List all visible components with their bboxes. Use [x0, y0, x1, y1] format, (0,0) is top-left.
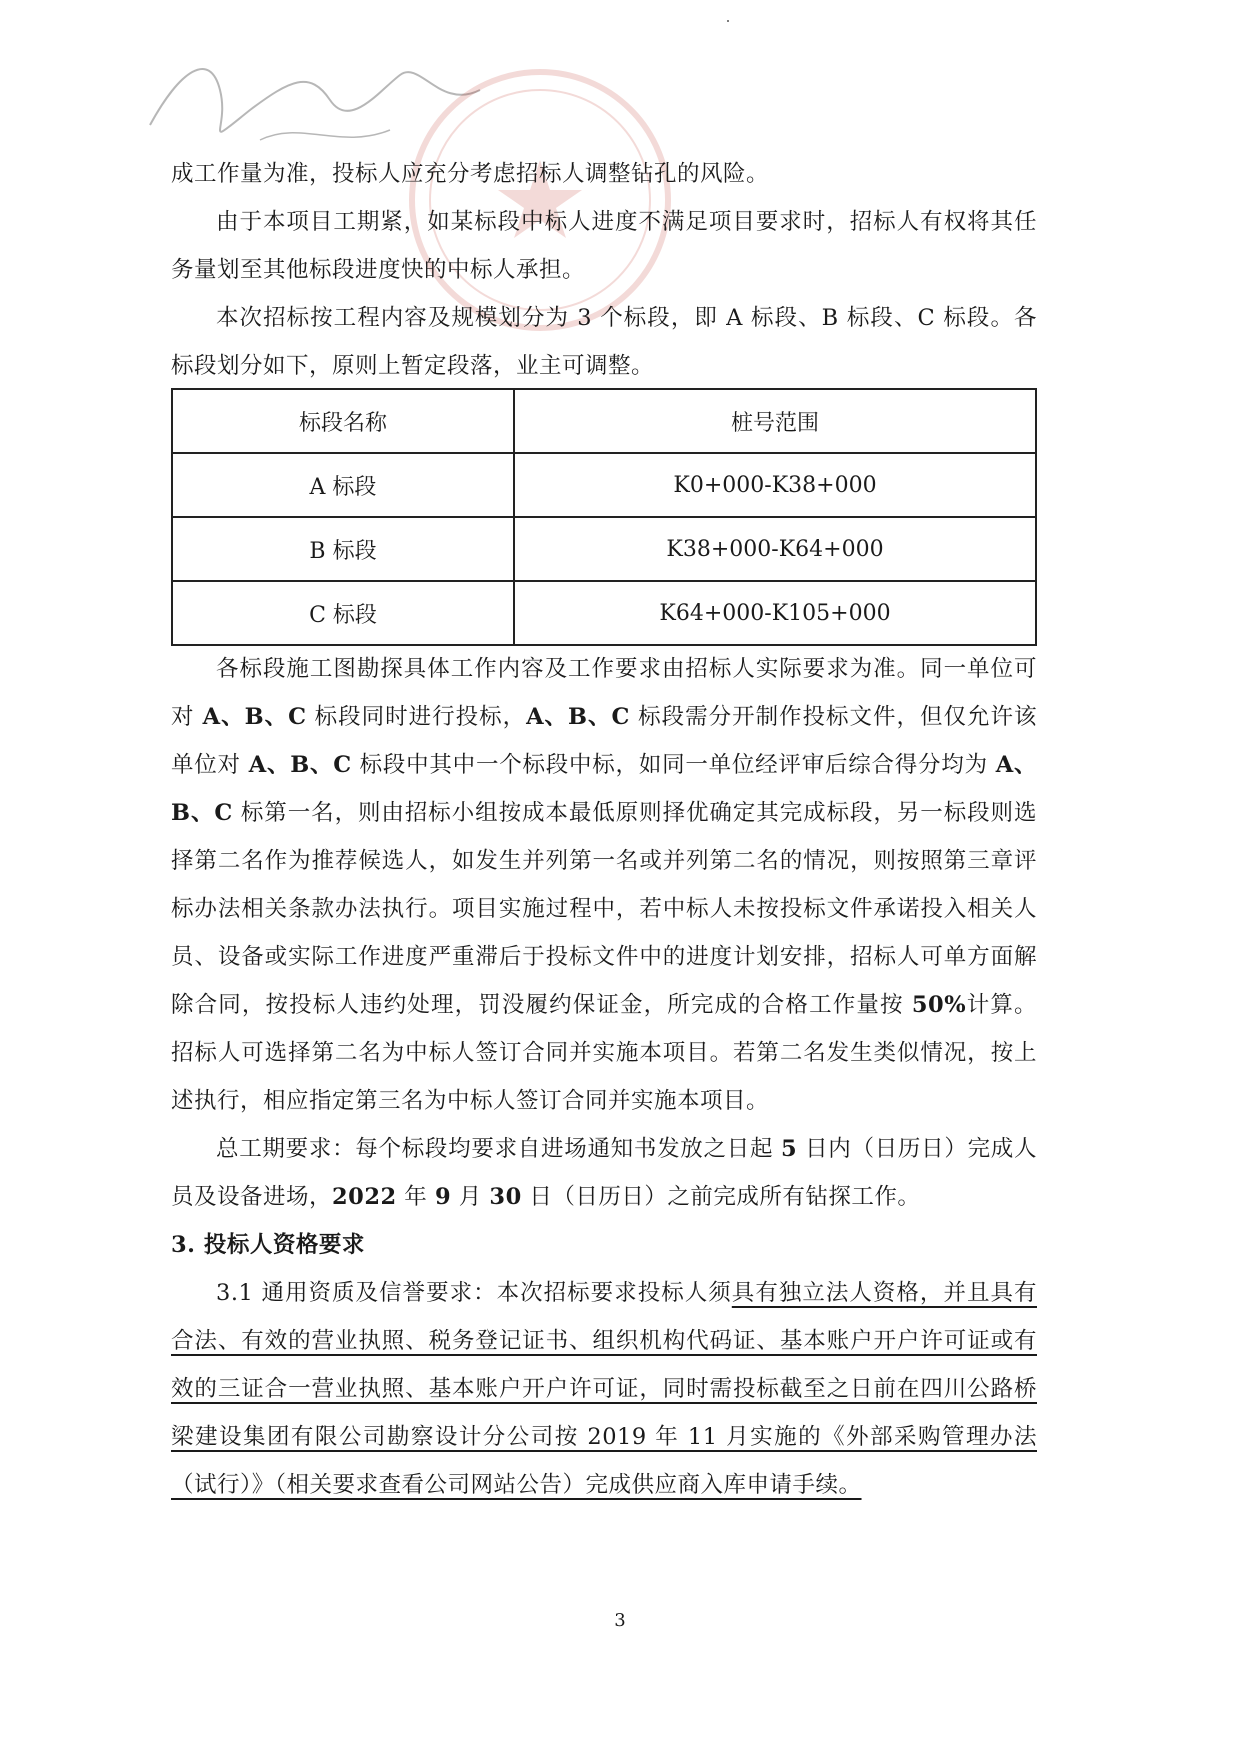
- bold-text: 2022: [332, 1184, 397, 1210]
- segment-name-cell: B 标段: [172, 517, 514, 581]
- text-run: 标第一名，则由招标小组按成本最低原则择优确定其完成标段，另一标段则选择第二名作为推荐候选人，如发生并列第一名或并列第二名的情况，则按照第三章评标办法相关条款办法执行。项目实施过程中，若中标人未按投标文件承诺投入相关人员、设备或实际工作进度严重滞后于投标文件中的进度计划安排，招标人可单方面解除合同，按投标人违约处理，罚没履约保证金，所完成的合格工作量按: [171, 800, 1037, 1018]
- underlined-text: 具有独立法人资格，并且具有合法、有效的营业执照、税务登记证书、组织机构代码证、基本账户开户许可证或有效的三证合一营业执照、基本账户开户许可证，同时需投标截至之日前在四川公路桥梁建设集团有限公司勘察设计分公司按 2019 年 11 月实施的《外部采购管理办法（试行）》（相关要求查看公司网站公告）完成供应商入库申请手续。: [171, 1280, 1037, 1498]
- paragraph-2: 由于本项目工期紧，如某标段中标人进度不满足项目要求时，招标人有权将其任务量划至其他标段进度快的中标人承担。: [171, 209, 1037, 283]
- text-run: 日内（日历日）完成人员及设备进场，: [171, 1136, 1038, 1210]
- bold-text: A、B、C: [171, 752, 1037, 826]
- page-number: 3: [614, 1610, 626, 1631]
- column-header-range: 桩号范围: [514, 389, 1036, 453]
- text-run: 总工期要求：每个标段均要求自进场通知书发放之日起: [216, 1136, 782, 1162]
- text-run: 各标段施工图勘探具体工作内容及工作要求由招标人实际要求为准。同一单位可对: [171, 656, 1037, 730]
- bold-text: 5: [781, 1136, 798, 1162]
- paragraph-3: 本次招标按工程内容及规模划分为 3 个标段，即 A 标段、B 标段、C 标段。各标段划分如下，原则上暂定段落，业主可调整。: [171, 305, 1037, 379]
- text-run: 标段同时进行投标，: [306, 704, 527, 730]
- stake-range-cell: K64+000-K105+000: [514, 581, 1036, 645]
- column-header-segment: 标段名称: [172, 389, 514, 453]
- table-row: [172, 517, 1036, 581]
- text-run: 标段中其中一个标段中标，如同一单位经评审后综合得分均为: [351, 752, 996, 778]
- scan-speck: [727, 20, 729, 22]
- paragraph-5: [171, 1125, 1037, 1221]
- text-run: 月: [451, 1184, 490, 1210]
- text-run: 3.1 通用资质及信誉要求：本次招标要求投标人须: [216, 1280, 732, 1306]
- bold-text: 9: [434, 1184, 452, 1210]
- text-run: 计算。招标人可选择第二名为中标人签订合同并实施本项目。若第二名发生类似情况，按上述执行，相应指定第三名为中标人签订合同并实施本项目。: [171, 992, 1037, 1114]
- bold-text: 50%: [911, 992, 967, 1018]
- paragraph-1: 成工作量为准，投标人应充分考虑招标人调整钻孔的风险。: [171, 161, 770, 187]
- table-row: [172, 453, 1036, 517]
- bold-text: A、B、C: [526, 704, 630, 730]
- text-run: 日（日历日）之前完成所有钻探工作。: [521, 1184, 921, 1210]
- bold-text: 30: [489, 1184, 522, 1210]
- segment-name-cell: C 标段: [172, 581, 514, 645]
- text-run: 标段需分开制作投标文件，但仅允许该单位对: [171, 704, 1037, 778]
- table-row: [172, 581, 1036, 645]
- text-run: 年: [396, 1184, 435, 1210]
- section-heading: 3. 投标人资格要求: [171, 1232, 365, 1258]
- paragraph-6: [171, 1269, 1037, 1509]
- bold-text: A、B、C: [248, 752, 352, 778]
- stake-range-cell: K38+000-K64+000: [514, 517, 1036, 581]
- table-header-row: [172, 389, 1036, 453]
- segment-table: [171, 388, 1037, 646]
- bold-text: A、B、C: [202, 704, 307, 730]
- body-top: [171, 150, 1037, 390]
- segment-name-cell: A 标段: [172, 453, 514, 517]
- body-bottom: [171, 645, 1037, 1509]
- stake-range-cell: K0+000-K38+000: [514, 453, 1036, 517]
- paragraph-4: [171, 645, 1037, 1125]
